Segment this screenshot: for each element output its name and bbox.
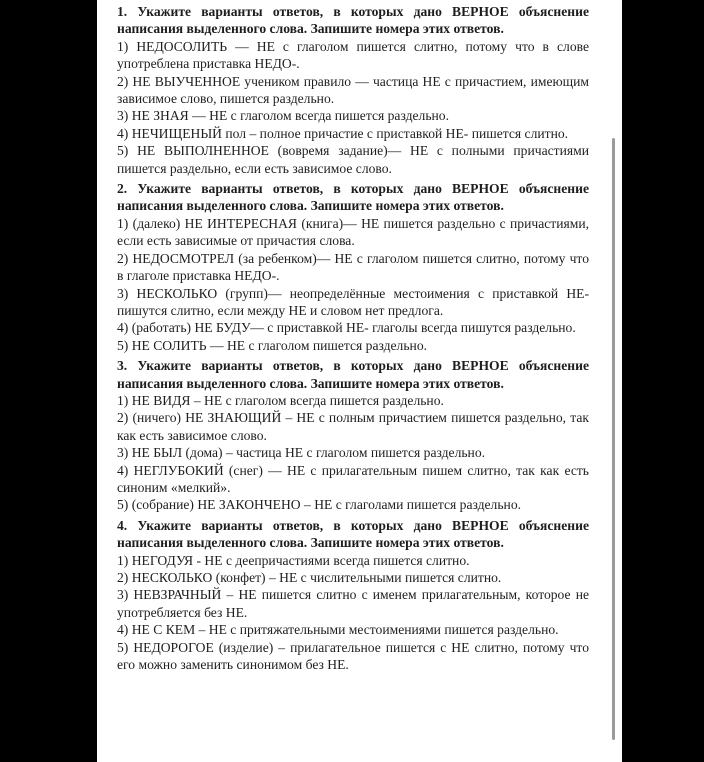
task-2-option-3: 3) НЕСКОЛЬКО (групп)— неопределённые местоимения с приставкой НЕ- пишутся слитно, если между НЕ и словом нет предлога. [117,285,589,318]
task-1-option-1: 1) НЕДОСОЛИТЬ — НЕ с глаголом пишется слитно, потому что в слове употреблена приставка НЕДО-. [117,38,589,72]
task-2-option-2: 2) НЕДОСМОТРЕЛ (за ребенком)— НЕ с глаголом пишется слитно, потому что в глаголе приставка НЕДО-. [117,250,589,284]
task-4-option-3: 3) НЕВЗРАЧНЫЙ – НЕ пишется слитно с именем прилагательным, которое не употребляется без НЕ. [117,587,589,620]
task-1 [117,3,589,177]
task-3-option-3: 3) НЕ БЫЛ (дома) – частица НЕ с глаголом пишется раздельно. [117,445,486,461]
document-body [117,3,589,676]
task-2-option-4: 4) (работать) НЕ БУДУ— с приставкой НЕ- глаголы всегда пишутся раздельно. [117,320,576,336]
task-4-question: 4. Укажите варианты ответов, в которых дано ВЕРНОЕ объяснение написания выделенного слова. Запишите номера этих ответов. [117,517,589,551]
task-3 [117,357,589,514]
task-4-option-1: 1) НЕГОДУЯ - НЕ с деепричастиями всегда пишется слитно. [117,552,470,568]
task-2-option-5: 5) НЕ СОЛИТЬ — НЕ с глаголом пишется раздельно. [117,337,428,353]
task-3-option-1: 1) НЕ ВИДЯ – НЕ с глаголом всегда пишется раздельно. [117,392,444,408]
task-1-option-3: 3) НЕ ЗНАЯ — НЕ с глаголом всегда пишется раздельно. [117,108,449,124]
task-1-option-5: 5) НЕ ВЫПОЛНЕННОЕ (вовремя задание)— НЕ с полными причастиями пишется раздельно, если есть зависимое слово. [117,143,589,176]
task-2-question: 2. Укажите варианты ответов, в которых дано ВЕРНОЕ объяснение написания выделенного слова. Запишите номера этих ответов. [117,181,589,214]
task-3-option-5: 5) (собрание) НЕ ЗАКОНЧЕНО – НЕ с глаголами пишется раздельно. [117,497,522,513]
task-4 [117,517,589,674]
task-1-question: 1. Укажите варианты ответов, в которых дано ВЕРНОЕ объяснение написания выделенного слова. Запишите номера этих ответов. [117,4,589,37]
task-3-question: 3. Укажите варианты ответов, в которых дано ВЕРНОЕ объяснение написания выделенного слова. Запишите номера этих ответов. [117,358,589,391]
task-3-option-4: 4) НЕГЛУБОКИЙ (снег) — НЕ с прилагательным пишем слитно, так как есть синоним «мелкий». [117,462,589,495]
task-2 [117,180,589,354]
task-1-option-4: 4) НЕЧИЩЕНЫЙ пол – полное причастие с приставкой НЕ- пишется слитно. [117,125,569,141]
task-4-option-4: 4) НЕ С КЕМ – НЕ с притяжательными местоимениями пишется раздельно. [117,622,559,638]
task-3-option-2: 2) (ничего) НЕ ЗНАЮЩИЙ – НЕ с полным причастием пишется раздельно, так как есть зависимое слово. [117,410,589,443]
task-4-option-2: 2) НЕСКОЛЬКО (конфет) – НЕ с числительными пишется слитно. [117,570,502,585]
task-4-option-5: 5) НЕДОРОГОЕ (изделие) – прилагательное пишется с НЕ слитно, потому что его можно заменить синонимом без НЕ. [117,639,589,673]
vertical-scrollbar[interactable] [612,138,615,740]
document-page [97,0,622,762]
task-2-option-1: 1) (далеко) НЕ ИНТЕРЕСНАЯ (книга)— НЕ пишется раздельно с причастиями, если есть зависимые от причастия слова. [117,215,589,249]
task-1-option-2: 2) НЕ ВЫУЧЕННОЕ учеником правило — частица НЕ с причастием, имеющим зависимое слово, пишется раздельно. [117,73,589,107]
